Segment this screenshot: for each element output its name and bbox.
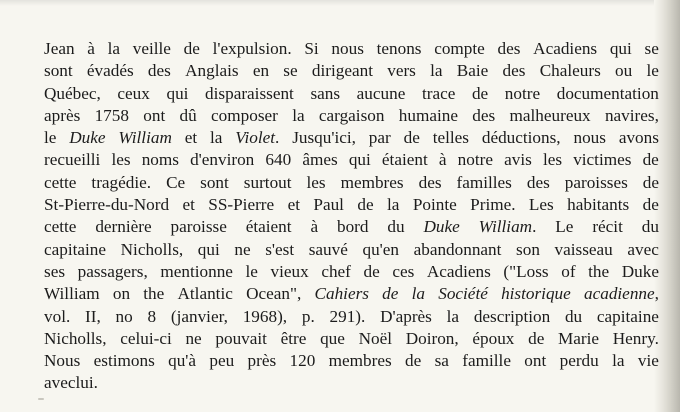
- word: son: [516, 239, 540, 259]
- word: cargaison: [318, 105, 385, 125]
- italic-word: de: [382, 284, 399, 304]
- word: Duke: [621, 261, 659, 281]
- word: Le: [555, 217, 574, 237]
- word: notre: [504, 83, 541, 103]
- word: estimons: [93, 351, 155, 371]
- word: ces: [392, 261, 415, 281]
- word: Nicholls,: [44, 328, 107, 348]
- word: 120: [289, 351, 316, 371]
- word: des: [147, 61, 171, 81]
- italic-word: Société: [438, 284, 488, 304]
- word: Acadiens: [426, 261, 491, 281]
- word: les: [111, 150, 131, 170]
- word: documentation: [556, 83, 659, 103]
- word-group: [235, 127, 279, 149]
- word: vaisseau: [554, 239, 613, 259]
- word: 640: [265, 150, 292, 170]
- word: qui: [348, 150, 371, 170]
- word: le: [245, 261, 258, 281]
- word-group: [584, 283, 659, 305]
- word: Acadiens: [533, 39, 598, 58]
- word: vieux: [270, 261, 309, 281]
- word: de: [403, 128, 420, 148]
- word: ne: [234, 239, 251, 259]
- word: époux: [472, 328, 515, 348]
- word: de: [357, 195, 374, 215]
- scan-speck: [38, 398, 44, 400]
- word: nous: [573, 128, 606, 148]
- word: nous: [331, 39, 364, 58]
- word: qui: [609, 39, 632, 58]
- word: 8: [147, 306, 157, 326]
- word: avec: [44, 373, 76, 393]
- word: habitants: [567, 195, 630, 215]
- word: humaine: [398, 105, 458, 125]
- word: à: [87, 39, 95, 58]
- word: qui: [166, 83, 189, 103]
- word: lui.: [75, 373, 98, 393]
- word: dernière: [95, 217, 152, 237]
- word: Nicholls,: [120, 239, 184, 259]
- word: Pointe: [412, 195, 457, 215]
- word: Québec,: [44, 83, 101, 103]
- word: dû: [179, 105, 197, 125]
- word: D'après: [380, 306, 432, 326]
- word: Jusqu'ici,: [292, 128, 356, 148]
- word: âmes: [302, 150, 338, 170]
- word: du: [564, 306, 583, 326]
- word: à: [438, 150, 447, 170]
- word: paroisses: [564, 172, 628, 192]
- word: .: [532, 217, 537, 237]
- word: passagers,: [77, 261, 148, 281]
- word: description: [473, 306, 551, 326]
- word: que: [320, 328, 345, 348]
- word: malheureux: [509, 105, 591, 125]
- word: en: [252, 61, 270, 81]
- word: du: [387, 217, 405, 237]
- word: qui: [197, 239, 220, 259]
- word: famille: [462, 351, 511, 371]
- text-line: [44, 149, 659, 171]
- word: celui-ci: [120, 328, 172, 348]
- text-line: [44, 306, 659, 328]
- word: ont: [143, 105, 166, 125]
- word: Nous: [44, 351, 81, 371]
- word: du: [641, 217, 659, 237]
- word: paroisse: [170, 217, 227, 237]
- word: Henry.: [612, 328, 659, 348]
- word: Baie: [456, 61, 489, 81]
- word: membres: [328, 351, 392, 371]
- word: cette: [44, 172, 77, 192]
- word: qu'à: [168, 351, 197, 371]
- italic-word: la: [411, 284, 425, 304]
- word: avis: [504, 150, 532, 170]
- word: des: [497, 39, 521, 58]
- word: l'expulsion.: [212, 39, 292, 58]
- word: près: [247, 351, 277, 371]
- word: (janvier,: [170, 306, 228, 326]
- word: de: [528, 328, 545, 348]
- word: le: [646, 61, 659, 81]
- word: bord: [336, 217, 369, 237]
- word: vie: [637, 351, 659, 371]
- word: les: [306, 172, 326, 192]
- word: Ocean",: [246, 284, 302, 304]
- word: se: [283, 61, 298, 81]
- italic-word: William: [478, 217, 533, 237]
- word: d'environ: [190, 150, 255, 170]
- italic-word: Violet: [235, 128, 276, 148]
- word: composer: [211, 105, 278, 125]
- word: ("Loss: [503, 261, 549, 281]
- text-line: [44, 60, 659, 82]
- word: perdu: [559, 351, 599, 371]
- word: II,: [85, 306, 101, 326]
- word: la: [107, 39, 121, 58]
- word: pouvait: [215, 328, 267, 348]
- word: trace: [421, 83, 456, 103]
- word: de: [183, 39, 200, 58]
- word: tenons: [376, 39, 422, 58]
- word: à: [310, 217, 319, 237]
- word: et: [182, 195, 195, 215]
- word: Atlantic: [177, 284, 233, 304]
- word: les: [542, 150, 563, 170]
- word: vers: [387, 61, 416, 81]
- word: ,: [654, 284, 659, 304]
- word: et: [184, 128, 198, 148]
- italic-word: William: [118, 128, 172, 148]
- word: notre: [457, 150, 493, 170]
- word: être: [280, 328, 307, 348]
- word: St-Pierre-du-Nord: [44, 195, 170, 215]
- word: de: [642, 150, 659, 170]
- word: la: [292, 105, 305, 125]
- word: ceux: [117, 83, 150, 103]
- word: sans: [310, 83, 341, 103]
- word: dirigeant: [311, 61, 373, 81]
- word: récit: [592, 217, 623, 237]
- word: ou: [615, 61, 633, 81]
- word: recueilli: [44, 150, 101, 170]
- word: navires,: [604, 105, 659, 125]
- word: la: [430, 61, 443, 81]
- word: déductions,: [481, 128, 561, 148]
- word: disparaissent: [205, 83, 294, 103]
- word: ne: [185, 328, 202, 348]
- text-line: [44, 239, 659, 261]
- italic-word: acadienne: [584, 284, 655, 304]
- word: des: [472, 105, 496, 125]
- word: de: [363, 261, 380, 281]
- word: des: [502, 61, 526, 81]
- text-line: [44, 283, 659, 305]
- word: the: [143, 284, 165, 304]
- text-line: [44, 105, 659, 127]
- word: et: [287, 195, 300, 215]
- word: telles: [432, 128, 469, 148]
- word: étaient: [245, 217, 292, 237]
- word: aucune: [356, 83, 406, 103]
- word: Ce: [166, 172, 186, 192]
- word: victimes: [573, 150, 632, 170]
- word: veille: [132, 39, 171, 58]
- word: no: [115, 306, 133, 326]
- word: 291).: [329, 306, 366, 326]
- word: Si: [304, 39, 319, 58]
- word: capitaine: [44, 239, 107, 259]
- text-line: [44, 350, 659, 372]
- italic-word: Duke: [69, 128, 106, 148]
- word: mentionne: [160, 261, 233, 281]
- word: des: [418, 172, 442, 192]
- word: tragédie.: [91, 172, 152, 192]
- word: SS-Pierre: [208, 195, 275, 215]
- word: .: [275, 128, 280, 148]
- word: sont: [44, 61, 73, 81]
- word: Noël: [358, 328, 393, 348]
- word: familles: [456, 172, 512, 192]
- italic-word: historique: [501, 284, 571, 304]
- word: sa: [434, 351, 449, 371]
- word: Paul: [313, 195, 344, 215]
- body-paragraph: [44, 38, 659, 395]
- word: 1758: [94, 105, 129, 125]
- word: capitaine: [596, 306, 659, 326]
- text-line: [44, 372, 659, 394]
- word: sont: [200, 172, 229, 192]
- word: après: [44, 105, 81, 125]
- word: surtout: [243, 172, 292, 192]
- word: sauvé: [308, 239, 348, 259]
- word: de: [642, 195, 659, 215]
- word: par: [368, 128, 391, 148]
- word: avons: [618, 128, 659, 148]
- text-line: [44, 216, 659, 238]
- word: Les: [528, 195, 554, 215]
- word: William: [44, 284, 100, 304]
- word: peu: [209, 351, 235, 371]
- word-group: [479, 216, 537, 238]
- word: 1968),: [242, 306, 288, 326]
- text-line: [44, 261, 659, 283]
- word: cette: [44, 217, 77, 237]
- word: étaient: [381, 150, 428, 170]
- text-line: [44, 38, 659, 60]
- word: ont: [524, 351, 547, 371]
- word: de: [405, 351, 422, 371]
- word: on: [112, 284, 131, 304]
- word: vol.: [44, 306, 71, 326]
- word: se: [644, 39, 659, 58]
- word: Anglais: [185, 61, 239, 81]
- word: abandonnant: [413, 239, 502, 259]
- word: des: [526, 172, 550, 192]
- italic-word: Duke: [423, 217, 460, 237]
- word: avec: [627, 239, 659, 259]
- word: ses: [44, 261, 66, 281]
- word: compte: [434, 39, 485, 58]
- word: Marie: [558, 328, 600, 348]
- word: qu'en: [362, 239, 399, 259]
- word: p.: [301, 306, 315, 326]
- word: Chaleurs: [539, 61, 601, 81]
- word: s'est: [265, 239, 295, 259]
- word: la: [446, 306, 460, 326]
- word: Prime.: [470, 195, 516, 215]
- text-line: [44, 172, 659, 194]
- word: de: [471, 83, 489, 103]
- word: membres: [340, 172, 404, 192]
- word: le: [44, 128, 57, 148]
- word: Doiron,: [405, 328, 459, 348]
- text-line: [44, 127, 659, 149]
- text-line: [44, 328, 659, 350]
- word: the: [588, 261, 610, 281]
- word: la: [612, 351, 625, 371]
- word: la: [387, 195, 400, 215]
- scan-top-shadow: [0, 0, 680, 6]
- word: évadés: [86, 61, 134, 81]
- word: de: [642, 172, 659, 192]
- italic-word: Cahiers: [314, 284, 369, 304]
- text-line: [44, 194, 659, 216]
- word: of: [561, 261, 576, 281]
- word: chef: [321, 261, 351, 281]
- word: noms: [141, 150, 179, 170]
- word: la: [210, 128, 223, 148]
- text-line: [44, 83, 659, 105]
- word: Jean: [44, 39, 75, 58]
